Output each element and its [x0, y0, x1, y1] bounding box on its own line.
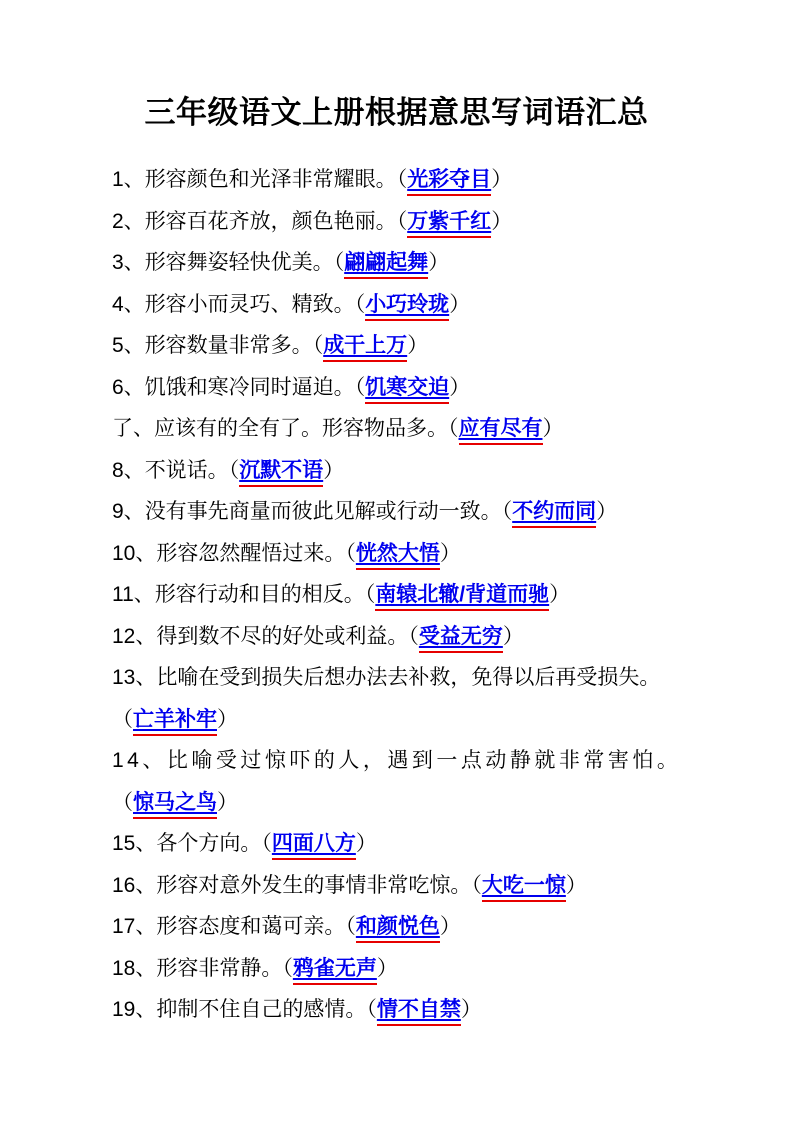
open-paren: （: [396, 168, 408, 191]
definition-line: [112, 201, 713, 243]
close-paren: ）: [460, 998, 482, 1021]
item-number: 12、: [112, 624, 157, 648]
close-paren: ）: [217, 790, 238, 814]
list-item: [112, 159, 713, 201]
open-paren: （: [333, 251, 345, 274]
definition-line: [112, 906, 713, 948]
close-paren: ）: [565, 873, 587, 897]
list-item: [112, 740, 713, 823]
definition-line: [112, 740, 713, 782]
list-item: [112, 491, 713, 533]
item-number: 17、: [112, 915, 157, 938]
definition-line: [112, 408, 713, 450]
open-paren: （: [345, 541, 356, 565]
answer-word: 成干上万: [323, 334, 407, 362]
list-item: [112, 242, 713, 284]
close-paren: ）: [407, 334, 429, 357]
close-paren: ）: [439, 915, 461, 938]
definition-line: [112, 491, 713, 533]
definition-list: [112, 159, 713, 1031]
item-number: 18、: [112, 956, 157, 980]
item-definition: 形容百花齐放，颜色艳丽。: [144, 209, 397, 233]
answer-word: 万紫千红: [407, 210, 491, 238]
answer-word: 饥寒交迫: [365, 376, 449, 404]
item-number: 2、: [112, 209, 145, 233]
definition-line: [112, 242, 713, 284]
list-item: [112, 657, 713, 740]
answer-word: 和颜悦色: [356, 915, 440, 943]
item-definition: 得到数不尽的好处或利益。: [156, 624, 409, 648]
close-paren: ）: [323, 458, 345, 482]
item-definition: 形容舞姿轻快优美。: [144, 251, 334, 274]
open-paren: （: [471, 873, 482, 897]
item-number: 14、: [112, 749, 167, 772]
open-paren: （: [408, 624, 419, 648]
open-paren: （: [282, 956, 293, 980]
close-paren: ）: [376, 956, 398, 980]
list-item: [112, 284, 713, 326]
definition-line: [112, 325, 713, 367]
definition-line: [112, 533, 713, 575]
list-item: [112, 948, 713, 990]
answer-word: 鸦雀无声: [293, 957, 377, 985]
answer-word: 情不自禁: [377, 998, 461, 1026]
open-paren: （: [261, 832, 272, 855]
open-paren: （: [501, 500, 513, 523]
item-definition: 形容非常静。: [156, 956, 283, 980]
list-item: [112, 367, 713, 409]
item-definition: 形容态度和蔼可亲。: [156, 915, 346, 938]
open-paren: （: [312, 334, 324, 357]
item-definition: 饥饿和寒冷同时逼迫。: [144, 375, 355, 399]
open-paren: （: [366, 998, 377, 1021]
item-number: 9、: [112, 500, 145, 523]
item-number: 11、: [112, 583, 155, 606]
item-definition: 抑制不住自己的感情。: [156, 998, 367, 1021]
item-number: 6、: [112, 375, 145, 399]
item-number: 10、: [112, 541, 157, 565]
definition-line: [112, 865, 713, 907]
open-paren: （: [354, 375, 366, 399]
close-paren: ）: [549, 583, 571, 606]
definition-line: [112, 823, 713, 865]
item-definition: 不说话。: [144, 458, 229, 482]
answer-line: [112, 782, 713, 824]
definition-line: [112, 989, 713, 1031]
page-title: 三年级语文上册根据意思写词语汇总: [144, 95, 649, 130]
item-number: 3、: [112, 251, 145, 274]
item-definition: 形容忽然醒悟过来。: [156, 541, 346, 565]
answer-word: 惊马之鸟: [133, 791, 217, 819]
answer-word: 沉默不语: [239, 459, 323, 487]
item-definition: 应该有的全有了。形容物品多。: [154, 417, 448, 440]
close-paren: ）: [449, 375, 471, 399]
definition-line: [112, 367, 713, 409]
close-paren: ）: [428, 251, 450, 274]
item-definition: 没有事先商量而彼此见解或行动一致。: [144, 500, 502, 523]
list-item: [112, 616, 713, 658]
answer-word: 亡羊补牢: [133, 708, 217, 736]
open-paren: （: [112, 707, 133, 731]
open-paren: （: [396, 209, 408, 233]
item-definition: 比喻在受到损失后想办法去补救，免得以后再受损失。: [156, 666, 661, 689]
close-paren: ）: [502, 624, 524, 648]
open-paren: （: [448, 417, 459, 440]
close-paren: ）: [439, 541, 461, 565]
item-number: 8、: [112, 458, 145, 482]
close-paren: ）: [596, 500, 618, 523]
item-definition: 形容对意外发生的事情非常吃惊。: [156, 873, 472, 897]
answer-word: 应有尽有: [459, 417, 543, 445]
item-number: 16、: [112, 873, 157, 897]
open-paren: （: [345, 915, 356, 938]
item-number: 5、: [112, 334, 145, 357]
list-item: [112, 989, 713, 1031]
answer-word: 受益无穷: [419, 625, 503, 653]
item-number: 4、: [112, 292, 145, 316]
item-number: 19、: [112, 998, 157, 1021]
open-paren: （: [228, 458, 240, 482]
answer-word: 翩翩起舞: [344, 251, 428, 279]
answer-word: 大吃一惊: [482, 874, 566, 902]
definition-line: [112, 616, 713, 658]
answer-word: 恍然大悟: [356, 542, 440, 570]
item-number: 13、: [112, 666, 157, 689]
list-item: [112, 574, 713, 616]
answer-word: 光彩夺目: [407, 168, 491, 196]
answer-word: 四面八方: [272, 832, 356, 860]
list-item: [112, 906, 713, 948]
close-paren: ）: [449, 292, 471, 316]
list-item: [112, 325, 713, 367]
definition-line: [112, 159, 713, 201]
definition-line: [112, 284, 713, 326]
list-item: [112, 823, 713, 865]
open-paren: （: [354, 292, 366, 316]
list-item: [112, 201, 713, 243]
open-paren: （: [112, 790, 133, 814]
answer-word: 小巧玲珑: [365, 293, 449, 321]
open-paren: （: [364, 583, 376, 606]
close-paren: ）: [491, 168, 513, 191]
item-definition: 形容小而灵巧、精致。: [144, 292, 355, 316]
close-paren: ）: [542, 417, 564, 440]
definition-line: [112, 948, 713, 990]
item-number: 15、: [112, 832, 157, 855]
item-definition: 形容数量非常多。: [144, 334, 313, 357]
close-paren: ）: [491, 209, 513, 233]
definition-line: [112, 657, 713, 699]
item-definition: 比喻受过惊吓的人，遇到一点动静就非常害怕。: [166, 749, 682, 772]
list-item: [112, 450, 713, 492]
answer-word: 不约而同: [512, 500, 596, 528]
answer-word: 南辕北辙/背道而驰: [375, 583, 549, 611]
item-definition: 形容颜色和光泽非常耀眼。: [144, 168, 397, 191]
item-number: 了、: [112, 417, 154, 440]
list-item: [112, 533, 713, 575]
answer-line: [112, 699, 713, 741]
close-paren: ）: [217, 707, 238, 731]
definition-line: [112, 574, 713, 616]
item-number: 1、: [112, 168, 145, 191]
item-definition: 各个方向。: [156, 832, 262, 855]
list-item: [112, 408, 713, 450]
item-definition: 形容行动和目的相反。: [154, 583, 365, 606]
list-item: [112, 865, 713, 907]
close-paren: ）: [355, 832, 377, 855]
definition-line: [112, 450, 713, 492]
